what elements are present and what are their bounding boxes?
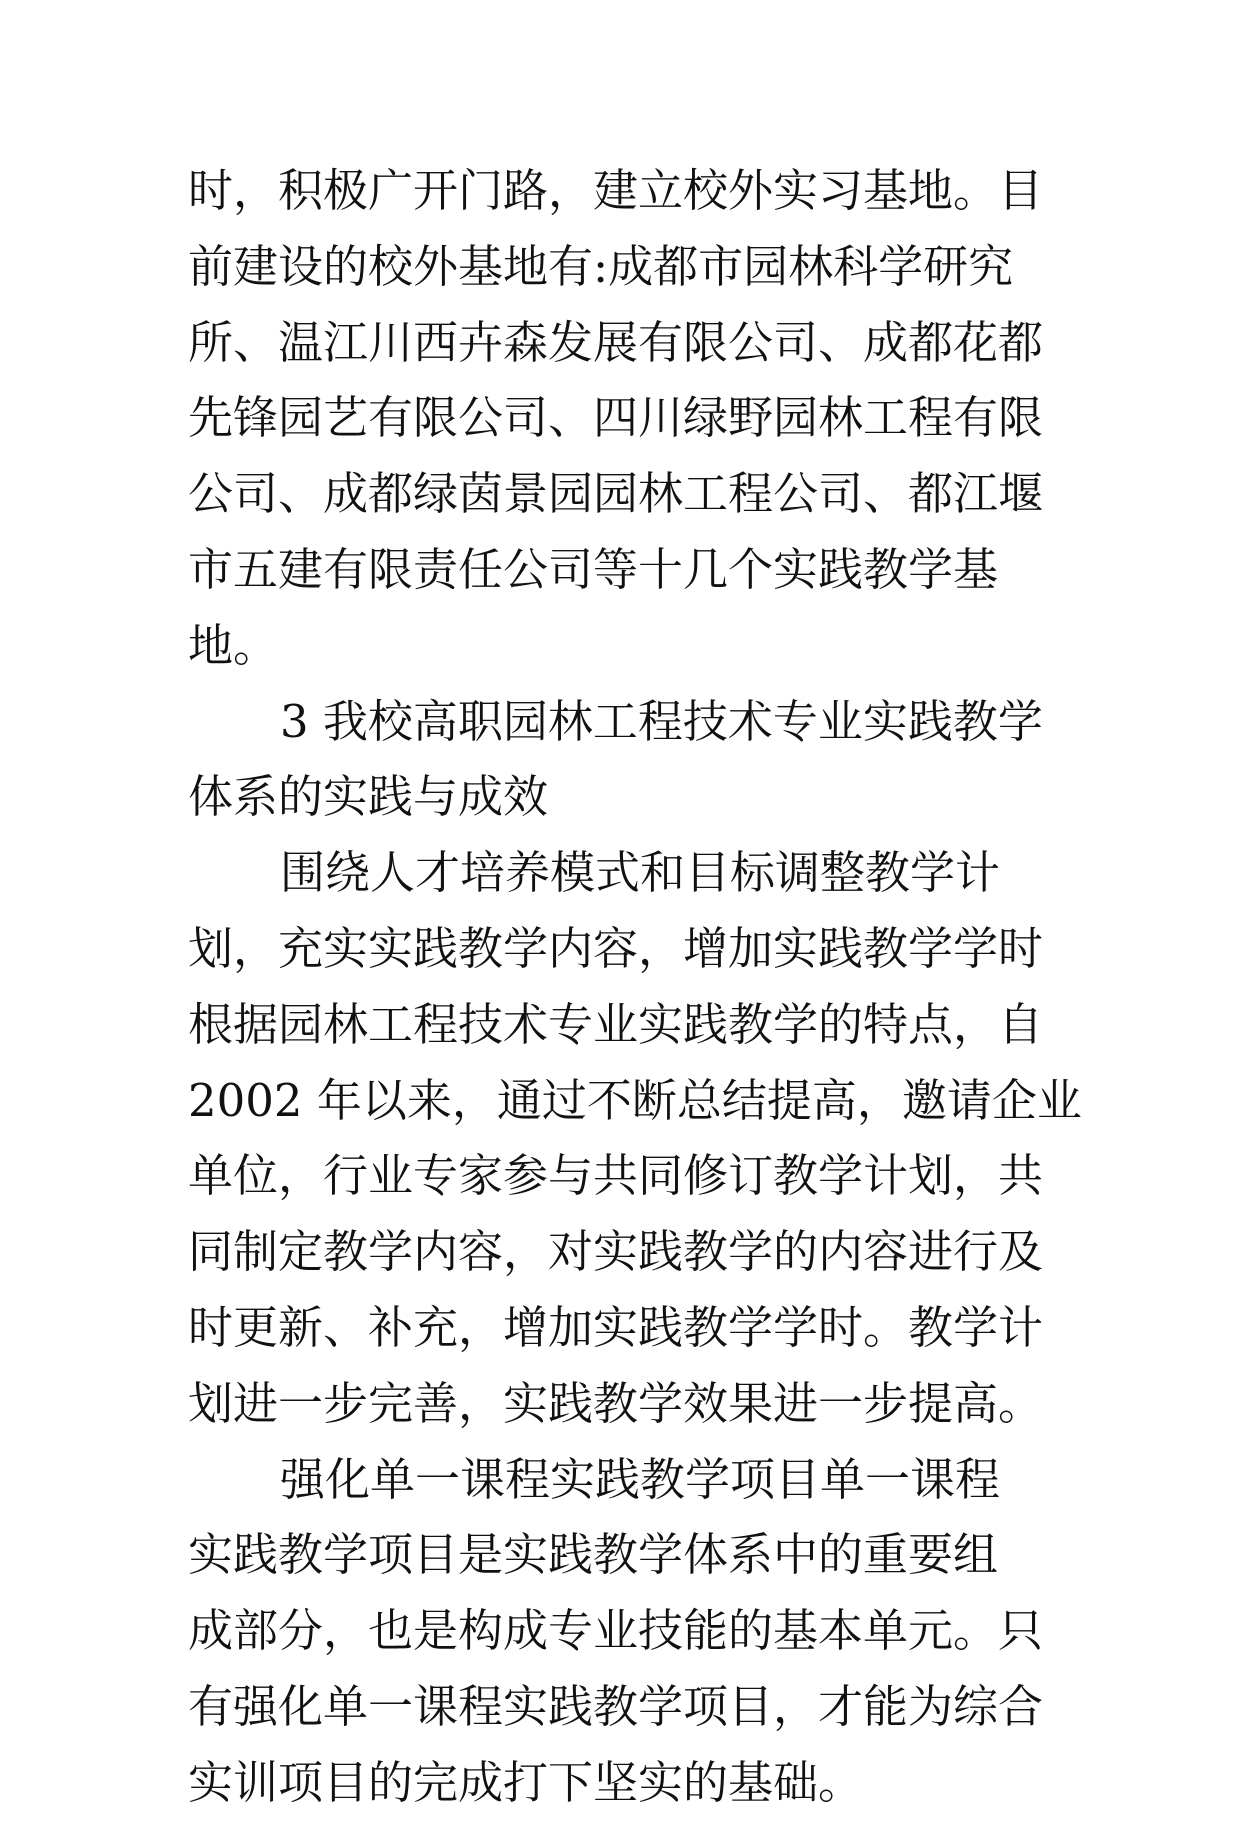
text-line: 地。 [188, 618, 279, 672]
text-line: 公司、成都绿茵景园园林工程公司、都江堰 [188, 467, 1044, 521]
text-line: 市五建有限责任公司等十几个实践教学基 [188, 542, 999, 596]
text-line: 实训项目的完成打下坚实的基础。 [188, 1755, 864, 1809]
text-line: 划进一步完善，实践教学效果进一步提高。 [188, 1376, 1044, 1430]
body-text [188, 153, 1082, 1821]
text-line: 划，充实实践教学内容，增加实践教学学时 [188, 921, 1044, 975]
text-line: 同制定教学内容，对实践教学的内容进行及 [188, 1225, 1044, 1279]
text-line: 成部分，也是构成专业技能的基本单元。只 [188, 1604, 1044, 1658]
text-line: 单位，行业专家参与共同修订教学计划，共 [188, 1149, 1044, 1203]
text-line: 实践教学项目是实践教学体系中的重要组 [188, 1528, 999, 1582]
text-line: 根据园林工程技术专业实践教学的特点，自 [188, 997, 1044, 1051]
text-line: 时，积极广开门路，建立校外实习基地。目 [188, 164, 1044, 217]
text-line: 有强化单一课程实践教学项目，才能为综合 [188, 1679, 1044, 1733]
text-line: 先锋园艺有限公司、四川绿野园林工程有限 [188, 391, 1044, 445]
text-line: 强化单一课程实践教学项目单一课程 [280, 1452, 1001, 1506]
text-line: 3 我校高职园林工程技术专业实践教学 [280, 694, 1043, 748]
text-line: 2002 年以来，通过不断总结提高，邀请企业 [188, 1073, 1082, 1127]
text-line: 时更新、补充，增加实践教学学时。教学计 [188, 1300, 1044, 1354]
text-line: 前建设的校外基地有:成都市园林科学研究 [188, 239, 1014, 293]
text-line: 围绕人才培养模式和目标调整教学计 [280, 846, 1001, 900]
text-line: 所、温江川西卉森发展有限公司、成都花都 [188, 315, 1044, 369]
text-line: 体系的实践与成效 [188, 770, 549, 824]
